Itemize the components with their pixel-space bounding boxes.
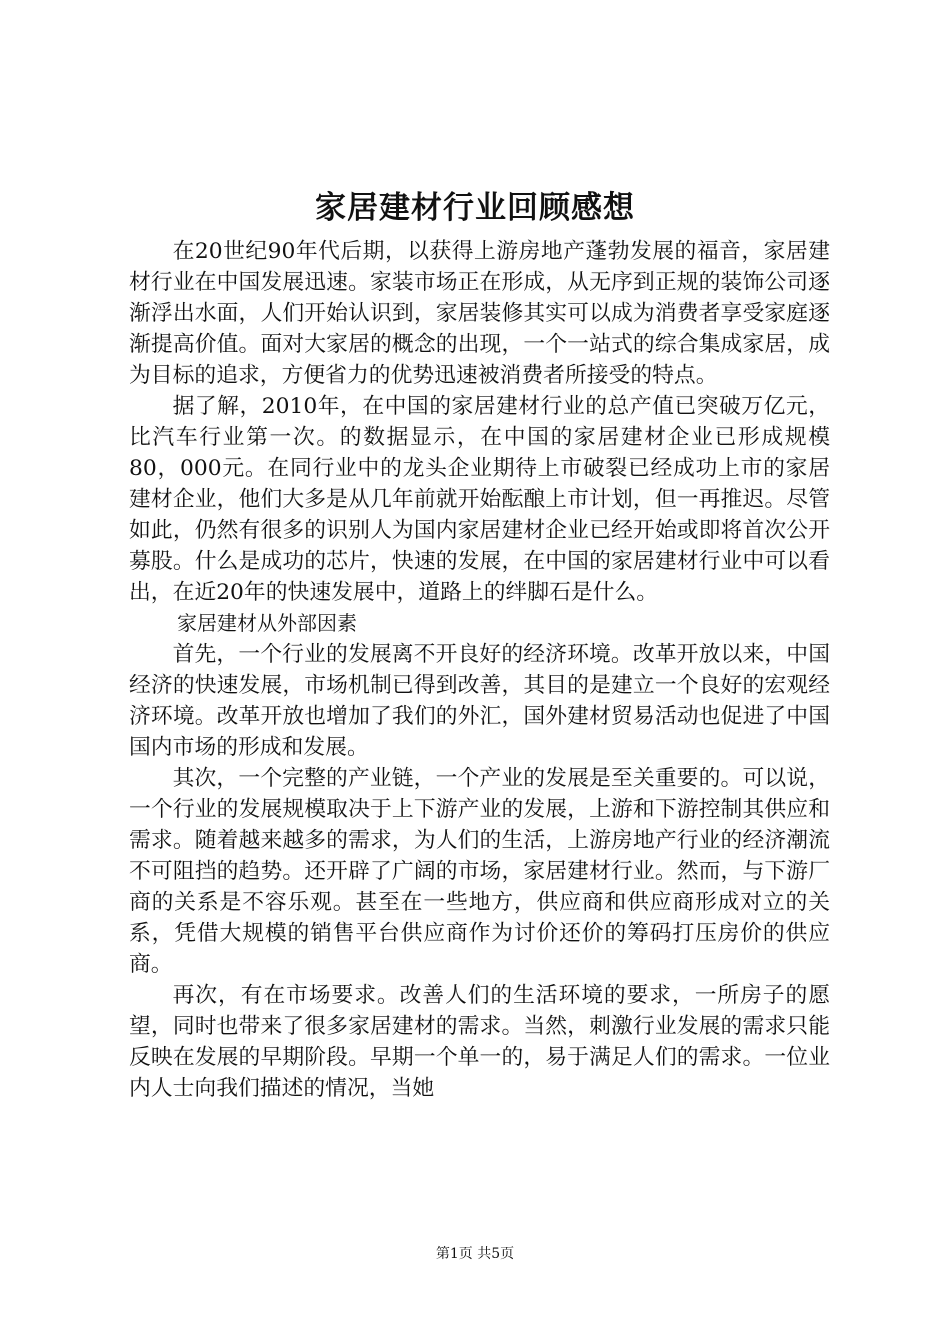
paragraph: 再次，有在市场要求。改善人们的生活环境的要求，一所房子的愿望，同时也带来了很多家居建材的需求。当然，刺激行业发展的需求只能反映在发展的早期阶段。早期一个单一的，易于满足人们的需求。一位业内人士向我们描述的情况，当她 xyxy=(129,983,830,1101)
page-footer: 第1页 共5页 xyxy=(435,1246,515,1262)
paragraph: 首先，一个行业的发展离不开良好的经济环境。改革开放以来，中国经济的快速发展，市场机制已得到改善，其目的是建立一个良好的宏观经济环境。改革开放也增加了我们的外汇，国外建材贸易活动也促进了中国国内市场的形成和发展。 xyxy=(129,642,830,760)
paragraph: 在20世纪90年代后期，以获得上游房地产蓬勃发展的福音，家居建材行业在中国发展迅速。家装市场正在形成，从无序到正规的装饰公司逐渐浮出水面，人们开始认识到，家居装修其实可以成为消费者享受家庭逐渐提高价值。面对大家居的概念的出现，一个一站式的综合集成家居，成为目标的追求，方便省力的优势迅速被消费者所接受的特点。 xyxy=(129,239,830,388)
paragraph: 其次，一个完整的产业链，一个产业的发展是至关重要的。可以说，一个行业的发展规模取决于上下游产业的发展，上游和下游控制其供应和需求。随着越来越多的需求，为人们的生活，上游房地产行业的经济潮流不可阻挡的趋势。还开辟了广阔的市场，家居建材行业。然而，与下游厂商的关系是不容乐观。甚至在一些地方，供应商和供应商形成对立的关系，凭借大规模的销售平台供应商作为讨价还价的筹码打压房价的供应商。 xyxy=(129,766,830,977)
page-title: 家居建材行业回顾感想 xyxy=(315,190,635,226)
section-heading: 家居建材从外部因素 xyxy=(177,611,357,635)
document-body xyxy=(129,236,830,1104)
paragraph: 据了解，2010年，在中国的家居建材行业的总产值已突破万亿元，比汽车行业第一次。的数据显示，在中国的家居建材企业已形成规模80，000元。在同行业中的龙头企业期待上市破裂已经成功上市的家居建材企业，他们大多是从几年前就开始酝酿上市计划，但一再推迟。尽管如此，仍然有很多的识别人为国内家居建材企业已经开始或即将首次公开募股。什么是成功的芯片，快速的发展，在中国的家居建材行业中可以看出，在近20年的快速发展中，道路上的绊脚石是什么。 xyxy=(129,394,830,605)
